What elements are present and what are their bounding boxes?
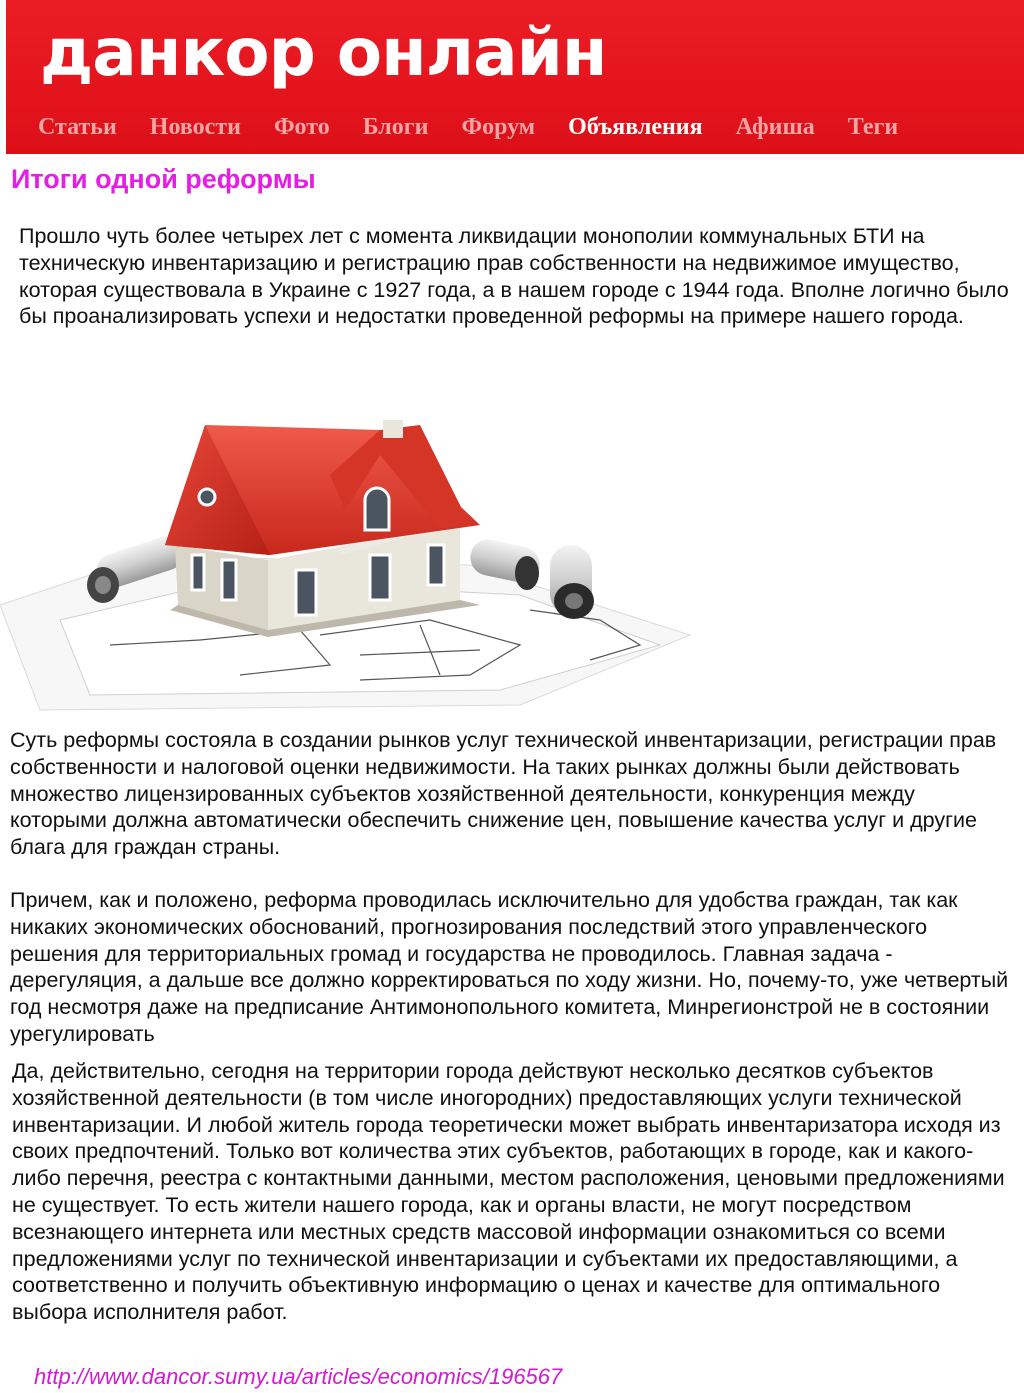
nav-item-blogs[interactable]: Блоги xyxy=(362,114,429,140)
source-url-link[interactable]: http://www.dancor.sumy.ua/articles/economics/196567 xyxy=(34,1364,563,1389)
main-nav xyxy=(38,114,931,141)
nav-item-photo[interactable]: Фото xyxy=(273,114,330,140)
site-header xyxy=(6,0,1024,154)
nav-item-articles[interactable]: Статьи xyxy=(38,114,117,140)
article-paragraph-3: Причем, как и положено, реформа проводилась исключительно для удобства граждан, так как никаких экономических обоснований, прогнозирования последствий этого управленческого решения для территориальных громад и государства не проводилось. Главная задача - дерегуляция, а дальше все должно корректироваться по ходу жизни. Но, почему-то, уже четвертый год несмотря даже на предписание Антимонопольного комитета, Минрегионстрой не в состоянии урегулировать xyxy=(10,888,1009,1046)
article-paragraph-1: Прошло чуть более четырех лет с момента ликвидации монополии коммунальных БТИ на техническую инвентаризацию и регистрацию прав собственности на недвижимое имущество, которая существовала в Украине с 1927 года, а в нашем городе с 1944 года. Вполне логично было бы проанализировать успехи и недостатки проведенной реформы на примере нашего города. xyxy=(19,224,1009,329)
article-paragraph-4: Да, действительно, сегодня на территории города действуют несколько десятков субъектов хозяйственной деятельности (в том числе иногородних) предоставляющих услуги технической инвентаризации. И любой житель города теоретически может выбрать инвентаризатора исходя из своих предпочтений. Только вот количества этих субъектов, работающих в городе, как и какого-либо перечня, реестра с контактными данными, местом расположения, ценовыми предложениями не существует. То есть жители нашего города, как и органы власти, не могут посредством всезнающего интернета или местных средств массовой информации ознакомиться со всеми предложениями услуг по технической инвентаризации и субъектами их предоставляющими, а соответственно и получить объективную информацию о ценах и качестве для оптимального выбора исполнителя работ. xyxy=(12,1059,1005,1325)
nav-item-news[interactable]: Новости xyxy=(149,114,241,140)
nav-item-tags[interactable]: Теги xyxy=(847,114,899,140)
site-logo[interactable]: данкор онлайн xyxy=(40,14,607,91)
nav-item-afisha[interactable]: Афиша xyxy=(735,114,815,140)
nav-item-forum[interactable]: Форум xyxy=(461,114,536,140)
house-on-blueprints-image xyxy=(0,405,700,717)
nav-item-ads[interactable]: Объявления xyxy=(568,114,703,140)
article-paragraph-2: Суть реформы состояла в создании рынков услуг технической инвентаризации, регистрации прав собственности и налоговой оценки недвижимости. На таких рынках должны были действовать множество лицензированных субъектов хозяйственной деятельности, конкуренция между которыми должна автоматически обеспечить снижение цен, повышение качества услуг и другие блага для граждан страны. xyxy=(10,728,997,860)
article-title: Итоги одной реформы xyxy=(11,164,316,194)
